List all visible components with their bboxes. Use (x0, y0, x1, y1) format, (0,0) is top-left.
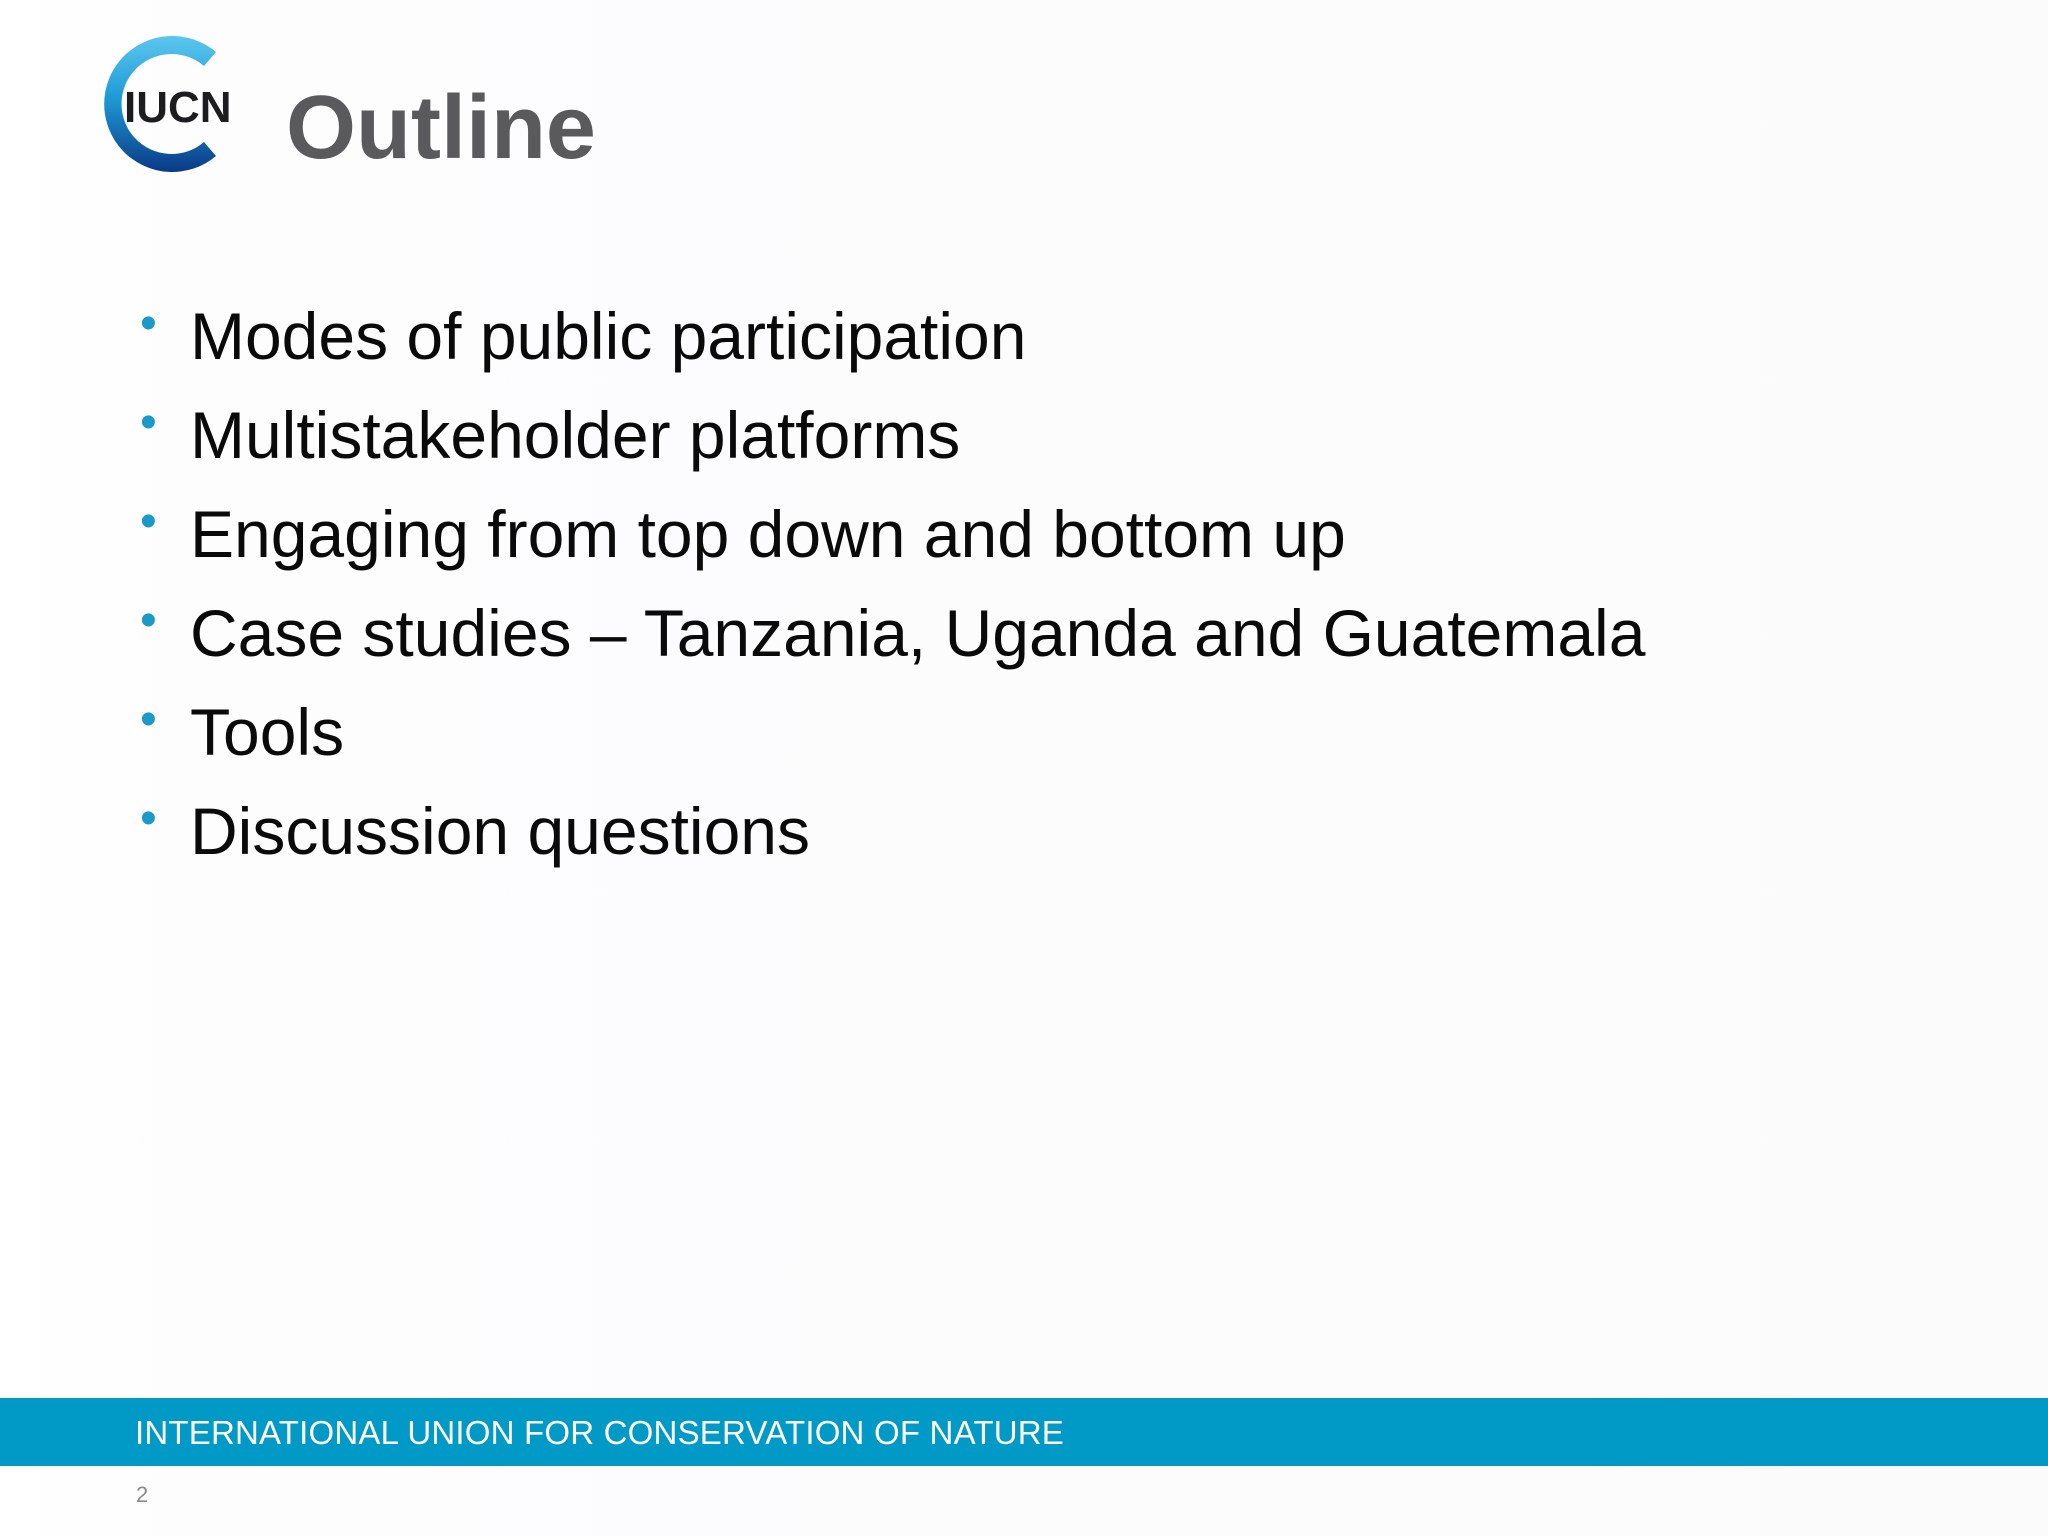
slide-number: 2 (136, 1482, 149, 1507)
footer-text: INTERNATIONAL UNION FOR CONSERVATION OF NATURE (135, 1414, 1064, 1451)
bullet-text: Discussion questions (190, 793, 810, 868)
bullet-list (136, 286, 1645, 880)
list-item (136, 484, 1645, 583)
bullet-dot-icon: • (140, 791, 157, 845)
list-item (136, 286, 1645, 385)
iucn-logo-icon (92, 30, 244, 178)
bullet-dot-icon: • (140, 692, 157, 746)
list-item (136, 583, 1645, 682)
list-item (136, 781, 1645, 880)
bullet-text: Case studies – Tanzania, Uganda and Guatemala (190, 595, 1646, 670)
bullet-text: Engaging from top down and bottom up (190, 496, 1346, 571)
bullet-dot-icon: • (140, 296, 157, 350)
bullet-dot-icon: • (140, 593, 157, 647)
footer-bar (0, 1398, 2048, 1466)
logo-text: IUCN (124, 83, 232, 132)
slide-title: Outline (286, 78, 596, 178)
list-item (136, 385, 1645, 484)
bullet-dot-icon: • (140, 494, 157, 548)
bullet-text: Tools (190, 694, 345, 769)
list-item (136, 682, 1645, 781)
bullet-text: Modes of public participation (190, 298, 1027, 373)
bullet-text: Multistakeholder platforms (190, 397, 961, 472)
bullet-dot-icon: • (140, 395, 157, 449)
